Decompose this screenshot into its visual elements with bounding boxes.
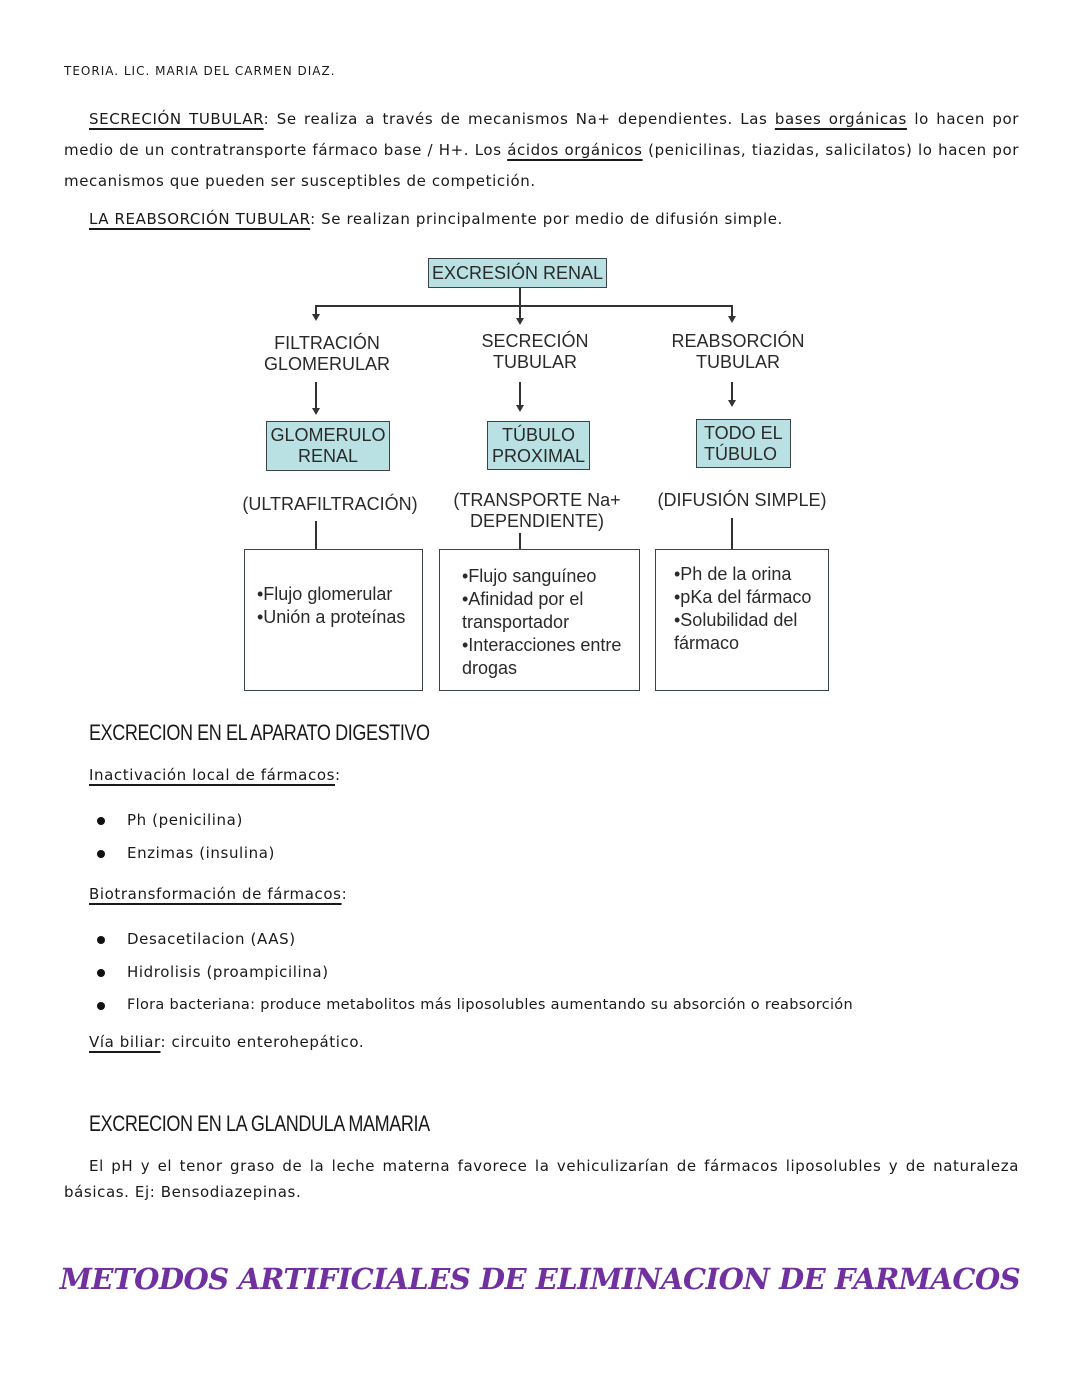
branch-title-secrecion	[455, 331, 615, 373]
connector-line	[315, 305, 732, 307]
heading-digestivo: EXCRECION EN EL APARATO DIGESTIVO	[89, 720, 430, 745]
list-item: Hidrolisis (proampicilina)	[89, 956, 1039, 989]
list-item: Ph (penicilina)	[89, 804, 275, 837]
biotransformacion-list	[89, 923, 1039, 1022]
term-acidos-organicos: ácidos orgánicos	[507, 141, 643, 159]
via-biliar-text: : circuito enterohepático.	[160, 1033, 365, 1051]
reabsorcion-label: LA REABSORCIÓN TUBULAR	[89, 210, 311, 228]
factor-item: •Solubilidad del	[674, 610, 798, 630]
site-line: RENAL	[297, 446, 359, 466]
list-item: Desacetilacion (AAS)	[89, 923, 1039, 956]
factor-item: •Flujo sanguíneo	[462, 566, 597, 586]
arrow-down-icon	[312, 314, 320, 321]
factor-item: •Unión a proteínas	[257, 607, 406, 627]
biotransformacion-label: Biotransformación de fármacos	[89, 885, 342, 903]
arrow-down-icon	[312, 408, 320, 415]
secrecion-text-2: lo hacen por medio de un contratransporte fármaco base / H+. Los	[64, 110, 1020, 159]
mechanism-difusion	[652, 490, 832, 511]
title-line: TUBULAR	[492, 352, 577, 372]
title-line: GLOMERULAR	[263, 354, 391, 374]
factor-item: •Ph de la orina	[674, 564, 792, 584]
factor-item: transportador	[462, 612, 570, 632]
site-line: TÚBULO	[704, 443, 778, 464]
connector-line	[731, 382, 733, 402]
factors-box-filtracion	[244, 549, 423, 691]
site-line: PROXIMAL	[491, 445, 586, 466]
site-line: TODO EL	[704, 422, 783, 443]
arrow-down-icon	[516, 405, 524, 412]
inactivacion-label-row	[89, 766, 341, 784]
arrow-down-icon	[728, 400, 736, 407]
list-item: Flora bacteriana: produce metabolitos más liposolubles aumentando su absorción o reabsorción	[89, 989, 1039, 1022]
connector-line	[315, 521, 317, 549]
colon: :	[335, 766, 341, 784]
site-box-glomerulo	[266, 421, 390, 471]
branch-title-reabsorcion	[658, 331, 818, 373]
arrow-down-icon	[728, 316, 736, 323]
mechanism-line: (TRANSPORTE Na+	[453, 490, 621, 510]
site-box-tubulo-proximal	[487, 421, 590, 470]
connector-line	[519, 305, 521, 319]
via-biliar-row	[89, 1033, 364, 1051]
inactivacion-list	[89, 804, 275, 870]
mechanism-line: DEPENDIENTE)	[469, 511, 604, 531]
mechanism-transporte	[447, 490, 627, 532]
title-line: FILTRACIÓN	[274, 333, 380, 353]
factors-box-secrecion	[439, 549, 640, 691]
colon: :	[341, 885, 348, 903]
connector-line	[519, 288, 521, 306]
factor-item: drogas	[462, 658, 518, 678]
site-line: GLOMERULO	[270, 425, 386, 445]
connector-line	[519, 382, 521, 407]
page-header: TEORIA. LIC. MARIA DEL CARMEN DIAZ.	[64, 64, 336, 78]
factor-item: •pKa del fármaco	[674, 587, 812, 607]
factor-item: •Flujo glomerular	[257, 584, 393, 604]
title-line: REABSORCIÓN	[671, 331, 805, 351]
factors-box-reabsorcion	[655, 549, 829, 691]
title-line: TUBULAR	[695, 352, 780, 372]
arrow-down-icon	[516, 318, 524, 325]
biotransformacion-label-row	[89, 885, 347, 903]
section-title-metodos-artificiales: METODOS ARTIFICIALES DE ELIMINACION DE FARMACOS	[59, 1262, 1021, 1296]
reabsorcion-text: : Se realizan principalmente por medio de difusión simple.	[310, 210, 783, 228]
factor-item: fármaco	[674, 633, 740, 653]
via-biliar-label: Vía biliar	[89, 1033, 161, 1051]
connector-line	[519, 533, 521, 549]
factor-item: •Afinidad por el	[462, 589, 584, 609]
secrecion-label: SECRECIÓN TUBULAR	[89, 110, 264, 128]
factor-item: •Interacciones entre	[462, 635, 622, 655]
inactivacion-label: Inactivación local de fármacos	[89, 766, 336, 784]
mechanism-ultrafiltracion	[240, 494, 420, 515]
title-line: SECRECIÓN	[481, 331, 589, 351]
mechanism-line: (ULTRAFILTRACIÓN)	[242, 494, 418, 514]
secrecion-text-1: : Se realiza a través de mecanismos Na+ dependientes. Las	[263, 110, 775, 128]
site-box-todo-tubulo	[696, 419, 791, 468]
term-bases-organicas: bases orgánicas	[774, 110, 907, 128]
mechanism-line: (DIFUSIÓN SIMPLE)	[657, 490, 827, 510]
list-item: Enzimas (insulina)	[89, 837, 275, 870]
mamaria-paragraph: El pH y el tenor graso de la leche materna favorece la vehiculizarían de fármacos liposolubles y de naturaleza básicas. Ej: Bensodiazepinas.	[64, 1157, 1019, 1201]
secrecion-text-3: (penicilinas, tiazidas, salicilatos) lo hacen por mecanismos que pueden ser susceptibles de competición.	[64, 141, 1019, 190]
site-line: TÚBULO	[501, 424, 575, 445]
connector-line	[731, 518, 733, 549]
branch-title-filtracion	[247, 333, 407, 375]
connector-line	[315, 382, 317, 410]
heading-mamaria: EXCRECION EN LA GLANDULA MAMARIA	[89, 1111, 430, 1136]
diagram-root-box: EXCRESIÓN RENAL	[428, 258, 607, 288]
